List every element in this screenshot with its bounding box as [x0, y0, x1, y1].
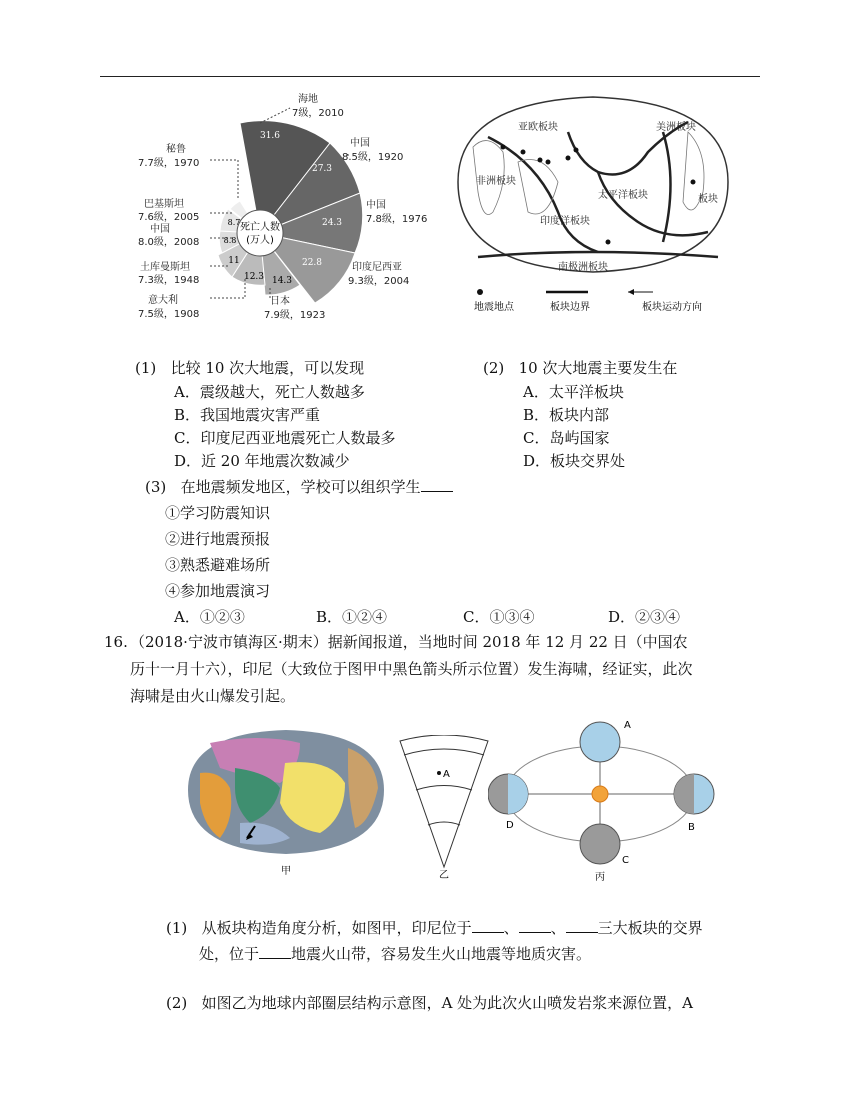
figure-yi-earth-layers	[396, 735, 492, 880]
q15-sub2-option-a[interactable]: A．太平洋板块	[523, 383, 624, 401]
q16-intro-line1: （2018·宁波市镇海区·期末）据新闻报道，当地时间 2018 年 12 月 22 日（中国农	[130, 633, 688, 651]
slice-label: 27.3	[311, 164, 333, 174]
pie-detail: 8.0级，2008	[138, 237, 200, 248]
pie-place: 中国	[150, 224, 170, 235]
q15-sub1-option-c[interactable]: C．印度尼西亚地震死亡人数最多	[174, 429, 396, 447]
pie-place: 巴基斯坦	[144, 199, 184, 210]
legend-quake: 地震地点	[474, 302, 514, 313]
map-label-plate: 板块	[698, 194, 718, 205]
q15-sub1-stem: (1) 比较 10 次大地震，可以发现	[135, 359, 365, 377]
slice-label: 11	[228, 256, 240, 266]
pie-center-title: 死亡人数	[240, 222, 280, 233]
q16-intro-line3: 海啸是由火山爆发引起。	[130, 687, 296, 705]
pie-place: 意大利	[148, 295, 178, 306]
slice-label: 14.3	[271, 276, 293, 286]
answer-blank[interactable]	[421, 477, 453, 492]
q16-number: 16.	[104, 633, 128, 651]
q15-sub3-item-4: ④参加地震演习	[165, 582, 271, 600]
q15-sub3-item-2: ②进行地震预报	[165, 530, 271, 548]
pie-detail: 7级，2010	[292, 108, 344, 119]
figure-label-yi: 乙	[439, 870, 449, 880]
answer-blank[interactable]	[566, 918, 598, 933]
pie-place: 秘鲁	[166, 144, 186, 155]
pie-center-unit: (万人)	[246, 235, 274, 246]
pie-place: 中国	[366, 200, 386, 211]
earthquake-death-rose-chart	[130, 88, 440, 328]
pie-place: 日本	[270, 296, 290, 307]
header-rule	[100, 76, 760, 77]
figure-bing-earth-revolution	[488, 718, 718, 883]
slice-label: 8.8	[223, 236, 237, 245]
q15-sub1-option-d[interactable]: D．近 20 年地震次数减少	[174, 452, 350, 470]
q16-sub2-line1: (2) 如图乙为地球内部圈层结构示意图，A 处为此次火山喷发岩浆来源位置，A	[166, 994, 693, 1012]
figure-label-jia: 甲	[281, 866, 291, 877]
pie-detail: 7.8级，1976	[366, 214, 428, 225]
q15-sub3-stem: (3) 在地震频发地区，学校可以组织学生	[145, 477, 453, 497]
q16-sub1-line1: (1) 从板块构造角度分析，如图甲，印尼位于 、 、 三大板块的交界	[166, 919, 703, 937]
pie-detail: 7.6级，2005	[138, 212, 200, 223]
q15-sub2-option-d[interactable]: D．板块交界处	[523, 452, 626, 470]
q15-sub2-option-c[interactable]: C．岛屿国家	[523, 429, 610, 447]
figure-label-bing: 丙	[595, 872, 605, 883]
slice-label: 12.3	[243, 272, 265, 282]
map-label-antarctic: 南极洲板块	[558, 262, 608, 273]
answer-blank[interactable]	[259, 944, 291, 959]
pie-detail: 7.7级，1970	[138, 158, 200, 169]
pie-detail: 8.5级，1920	[342, 152, 404, 163]
q15-sub3-choice-c[interactable]: C．①③④	[463, 608, 535, 626]
map-label-america: 美洲板块	[656, 122, 696, 133]
q15-sub1-option-b[interactable]: B．我国地震灾害严重	[174, 406, 321, 424]
q15-sub2-option-b[interactable]: B．板块内部	[523, 406, 610, 424]
map-label-pacific: 太平洋板块	[598, 190, 648, 201]
figure-bing-label-d: D	[506, 820, 514, 831]
slice-label: 31.6	[259, 131, 281, 141]
legend-boundary: 板块边界	[550, 302, 590, 313]
map-label-eurasia: 亚欧板块	[518, 122, 558, 133]
q15-sub1-option-a[interactable]: A．震级越大，死亡人数越多	[174, 383, 365, 401]
pie-place: 中国	[350, 138, 370, 149]
q15-sub2-stem: (2) 10 次大地震主要发生在	[483, 359, 678, 377]
map-label-africa: 非洲板块	[476, 176, 516, 187]
q16-intro-line2: 历十一月十六），印尼（大致位于图甲中黑色箭头所示位置）发生海啸，经证实，此次	[130, 660, 693, 678]
q15-sub3-choice-d[interactable]: D．②③④	[608, 608, 681, 626]
q15-sub3-item-1: ①学习防震知识	[165, 504, 271, 522]
slice-label: 24.3	[321, 218, 343, 228]
q16-sub1-line2: 处，位于 地震火山带，容易发生火山地震等地质灾害。	[199, 945, 592, 963]
map-label-indian: 印度洋板块	[540, 216, 590, 227]
pie-place: 土库曼斯坦	[140, 262, 190, 273]
slice-label: 22.8	[301, 258, 323, 268]
pie-detail: 9.3级，2004	[348, 276, 410, 287]
plate-boundary-map	[448, 92, 738, 322]
q15-sub3-choice-a[interactable]: A．①②③	[174, 608, 245, 626]
pie-place: 印度尼西亚	[352, 262, 402, 273]
slice-label: 8.7	[227, 218, 241, 227]
figure-bing-label-a: A	[624, 720, 631, 731]
pie-place: 海地	[298, 94, 318, 105]
pie-detail: 7.3级，1948	[138, 275, 200, 286]
answer-blank[interactable]	[472, 918, 504, 933]
figure-bing-label-b: B	[688, 822, 695, 833]
figure-yi-point-a: A	[443, 769, 450, 780]
q15-sub3-item-3: ③熟悉避难场所	[165, 556, 271, 574]
answer-blank[interactable]	[519, 918, 551, 933]
pie-detail: 7.5级，1908	[138, 309, 200, 320]
pie-detail: 7.9级，1923	[264, 310, 326, 321]
figure-bing-label-c: C	[622, 855, 629, 866]
q15-sub3-choice-b[interactable]: B．①②④	[316, 608, 388, 626]
figure-jia-world-map	[180, 728, 392, 878]
legend-motion: 板块运动方向	[642, 302, 702, 313]
